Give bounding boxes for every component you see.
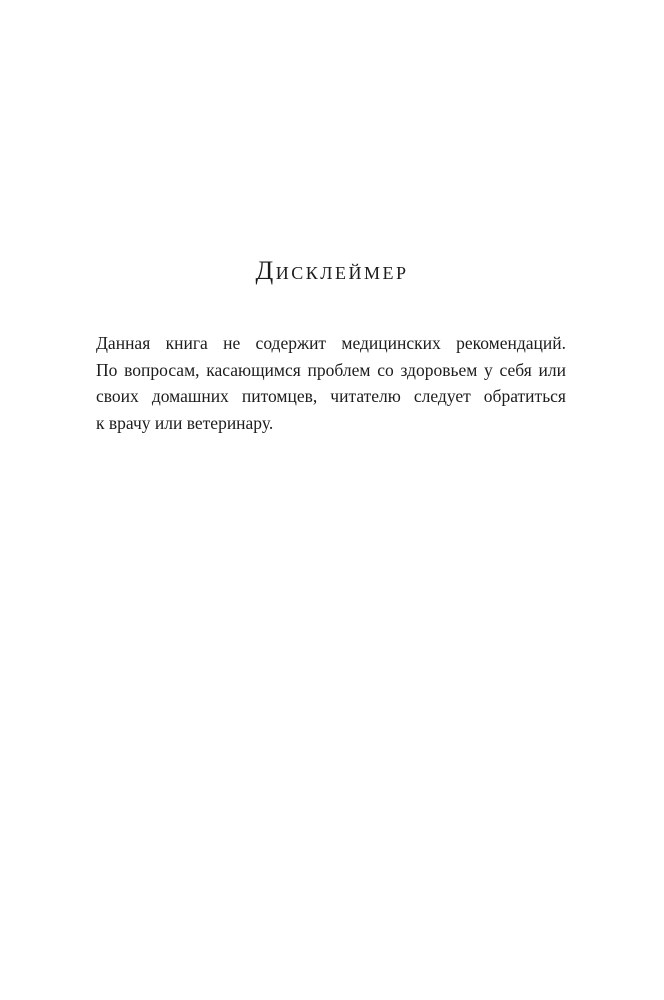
disclaimer-paragraph (96, 330, 566, 436)
paragraph-line: своих домашних питомцев, читателю следует обратиться (96, 386, 566, 406)
page-title: Дисклеймер (255, 256, 409, 285)
paragraph-line: к врачу или ветеринару. (96, 412, 274, 433)
paragraph-line: Данная книга не содержит медицинских рекомендаций. (96, 333, 566, 353)
paragraph-line: По вопросам, касающимся проблем со здоровьем у себя или (96, 359, 566, 380)
